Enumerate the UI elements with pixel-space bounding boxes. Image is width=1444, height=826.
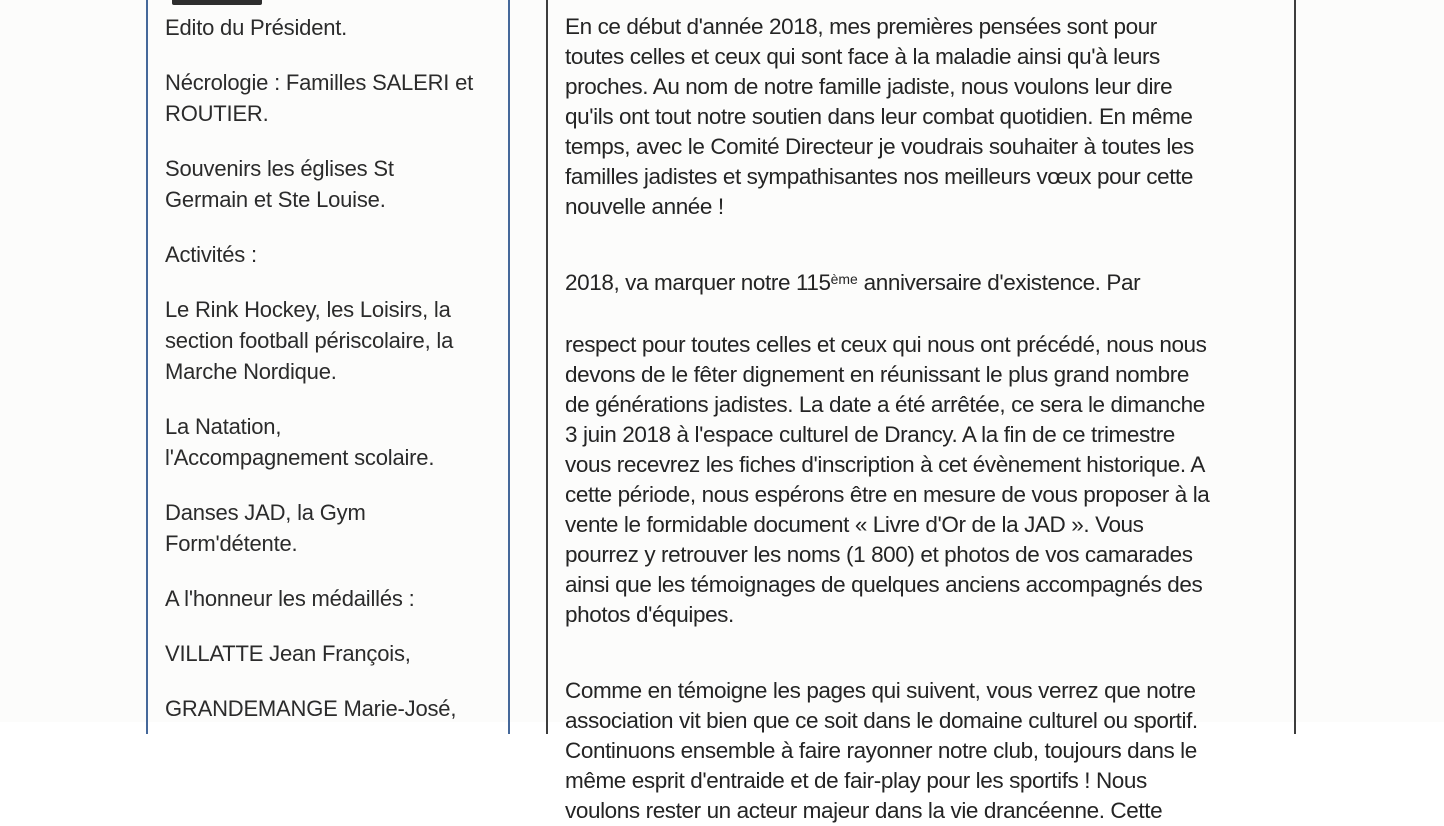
edito-paragraph-2-rest: respect pour toutes celles et ceux qui nous ont précédé, nous nous devons de le fêter dignement en réunissant le plus grand nombre de générations jadistes. La date a été arrêtée, ce sera le dimanche 3 juin 2018 à l'espace culturel de Drancy. A la fin de ce trimestre vous recevrez les fiches d'inscription à cet évènement historique. A cette période, nous espérons être en mesure de vous proposer à la vente le formidable document « Livre d'Or de la JAD ». Vous pourrez y retrouver les noms (1 800) et photos de vos camarades ainsi que les témoignages de quelques anciens accompagnés des photos d'équipes. <box>565 332 1210 627</box>
toc-item-natation: La Natation, l'Accompagnement scolaire. <box>165 414 435 470</box>
toc-item-villatte: VILLATTE Jean François, <box>165 641 411 666</box>
toc-item-medailles: A l'honneur les médaillés : <box>165 586 415 611</box>
edito-paragraph-1: En ce début d'année 2018, mes premières pensées sont pour toutes celles et ceux qui sont face à la maladie ainsi qu'à leurs proches. Au nom de notre famille jadiste, nous voulons leur dire qu'ils ont tout notre soutien dans leur combat quotidien. En même temps, avec le Comité Directeur je voudrais souhaiter à toutes les familles jadistes et sympathisantes nos meilleurs vœux pour cette nouvelle année ! <box>565 14 1194 219</box>
table-of-contents-box <box>146 0 510 734</box>
toc-item-edito: Edito du Président. <box>165 15 348 40</box>
toc-item-activites: Activités : <box>165 242 257 267</box>
edito-paragraph-2 <box>565 238 1280 660</box>
toc-item-rink-hockey: Le Rink Hockey, les Loisirs, la section football périscolaire, la Marche Nordique. <box>165 297 454 384</box>
anniversary-line-after: anniversaire d'existence. Par <box>857 270 1141 295</box>
toc-item-souvenirs: Souvenirs les églises St Germain et Ste Louise. <box>165 156 394 212</box>
edito-paragraph-3: Comme en témoigne les pages qui suivent, vous verrez que notre association vit bien que ce soit dans le domaine culturel ou sportif. Continuons ensemble à faire rayonner notre club, toujours dans le même esprit d'entraide et de fair-play pour les sportifs ! Nous voulons rester un acteur majeur dans la vie drancéenne. Cette <box>565 678 1198 823</box>
toc-item-danses: Danses JAD, la Gym Form'détente. <box>165 500 366 556</box>
edito-text-box <box>546 0 1296 823</box>
anniversary-line-before: 2018, va marquer notre 115 <box>565 270 831 295</box>
toc-item-necrologie: Nécrologie : Familles SALERI et ROUTIER. <box>165 70 474 126</box>
anniversary-line <box>565 268 1280 300</box>
toc-item-grandemange: GRANDEMANGE Marie-José, <box>165 696 457 721</box>
ordinal-superscript: ème <box>830 270 858 287</box>
